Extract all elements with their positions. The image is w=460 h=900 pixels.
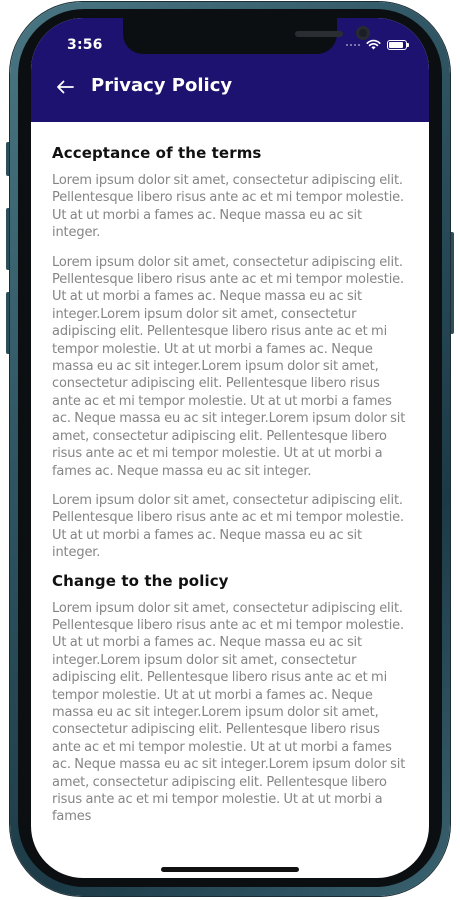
battery-level: [389, 42, 403, 48]
front-camera: [356, 26, 370, 40]
cellular-signal-icon: [346, 44, 360, 46]
status-icons: [346, 39, 407, 50]
paragraph: Lorem ipsum dolor sit amet, consectetur adipiscing elit. Pellentesque libero risus ante ac et mi tempor molestie. Ut at ut morbi a fames ac. Neque massa eu ac sit integer.: [52, 173, 405, 241]
app-header: [31, 18, 429, 122]
page-title: Privacy Policy: [91, 75, 233, 96]
battery-icon: [387, 40, 407, 50]
policy-content[interactable]: [31, 122, 429, 878]
phone-screen: [31, 18, 429, 878]
paragraph: Lorem ipsum dolor sit amet, consectetur adipiscing elit. Pellentesque libero risus ante ac et mi tempor molestie. Ut at ut morbi a fames ac. Neque massa eu ac sit integer.Lorem ipsum dolor sit amet, consectetur adipiscing elit. Pellentesque libero risus ante ac et mi tempor molestie. Ut at ut morbi a fames ac. Neque massa eu ac sit integer.Lorem ipsum dolor sit amet, consectetur adipiscing elit. Pellentesque libero risus ante ac et mi tempor molestie. Ut at ut morbi a fames ac. Neque massa eu ac sit integer.Lorem ipsum dolor sit amet, consectetur adipiscing elit. Pellentesque libero risus ante ac et mi tempor molestie. Ut at ut morbi a fames ac. Neque massa eu ac sit integer.: [52, 254, 406, 479]
paragraph: Lorem ipsum dolor sit amet, consectetur adipiscing elit. Pellentesque libero risus ante ac et mi tempor molestie. Ut at ut morbi a fames ac. Neque massa eu ac sit integer.Lorem ipsum dolor sit amet, consectetur adipiscing elit. Pellentesque libero risus ante ac et mi tempor molestie. Ut at ut morbi a fames ac. Neque massa eu ac sit integer.Lorem ipsum dolor sit amet, consectetur adipiscing elit. Pellentesque libero risus ante ac et mi tempor molestie. Ut at ut morbi a fames ac. Neque massa eu ac sit integer.Lorem ipsum dolor sit amet, consectetur adipiscing elit. Pellentesque libero risus ante ac et mi tempor molestie. Ut at ut morbi a fames: [52, 600, 406, 825]
earpiece-speaker: [295, 31, 343, 37]
arrow-left-icon: [55, 79, 75, 95]
back-button[interactable]: [51, 74, 79, 100]
section-heading-change: Change to the policy: [52, 571, 229, 590]
home-indicator[interactable]: [161, 867, 299, 872]
paragraph: Lorem ipsum dolor sit amet, consectetur adipiscing elit. Pellentesque libero risus ante ac et mi tempor molestie. Ut at ut morbi a fames ac. Neque massa eu ac sit integer.: [52, 492, 405, 561]
section-heading-acceptance: Acceptance of the terms: [52, 144, 262, 162]
status-time: 3:56: [67, 37, 103, 53]
notch: [123, 18, 337, 54]
wifi-icon: [366, 39, 381, 50]
